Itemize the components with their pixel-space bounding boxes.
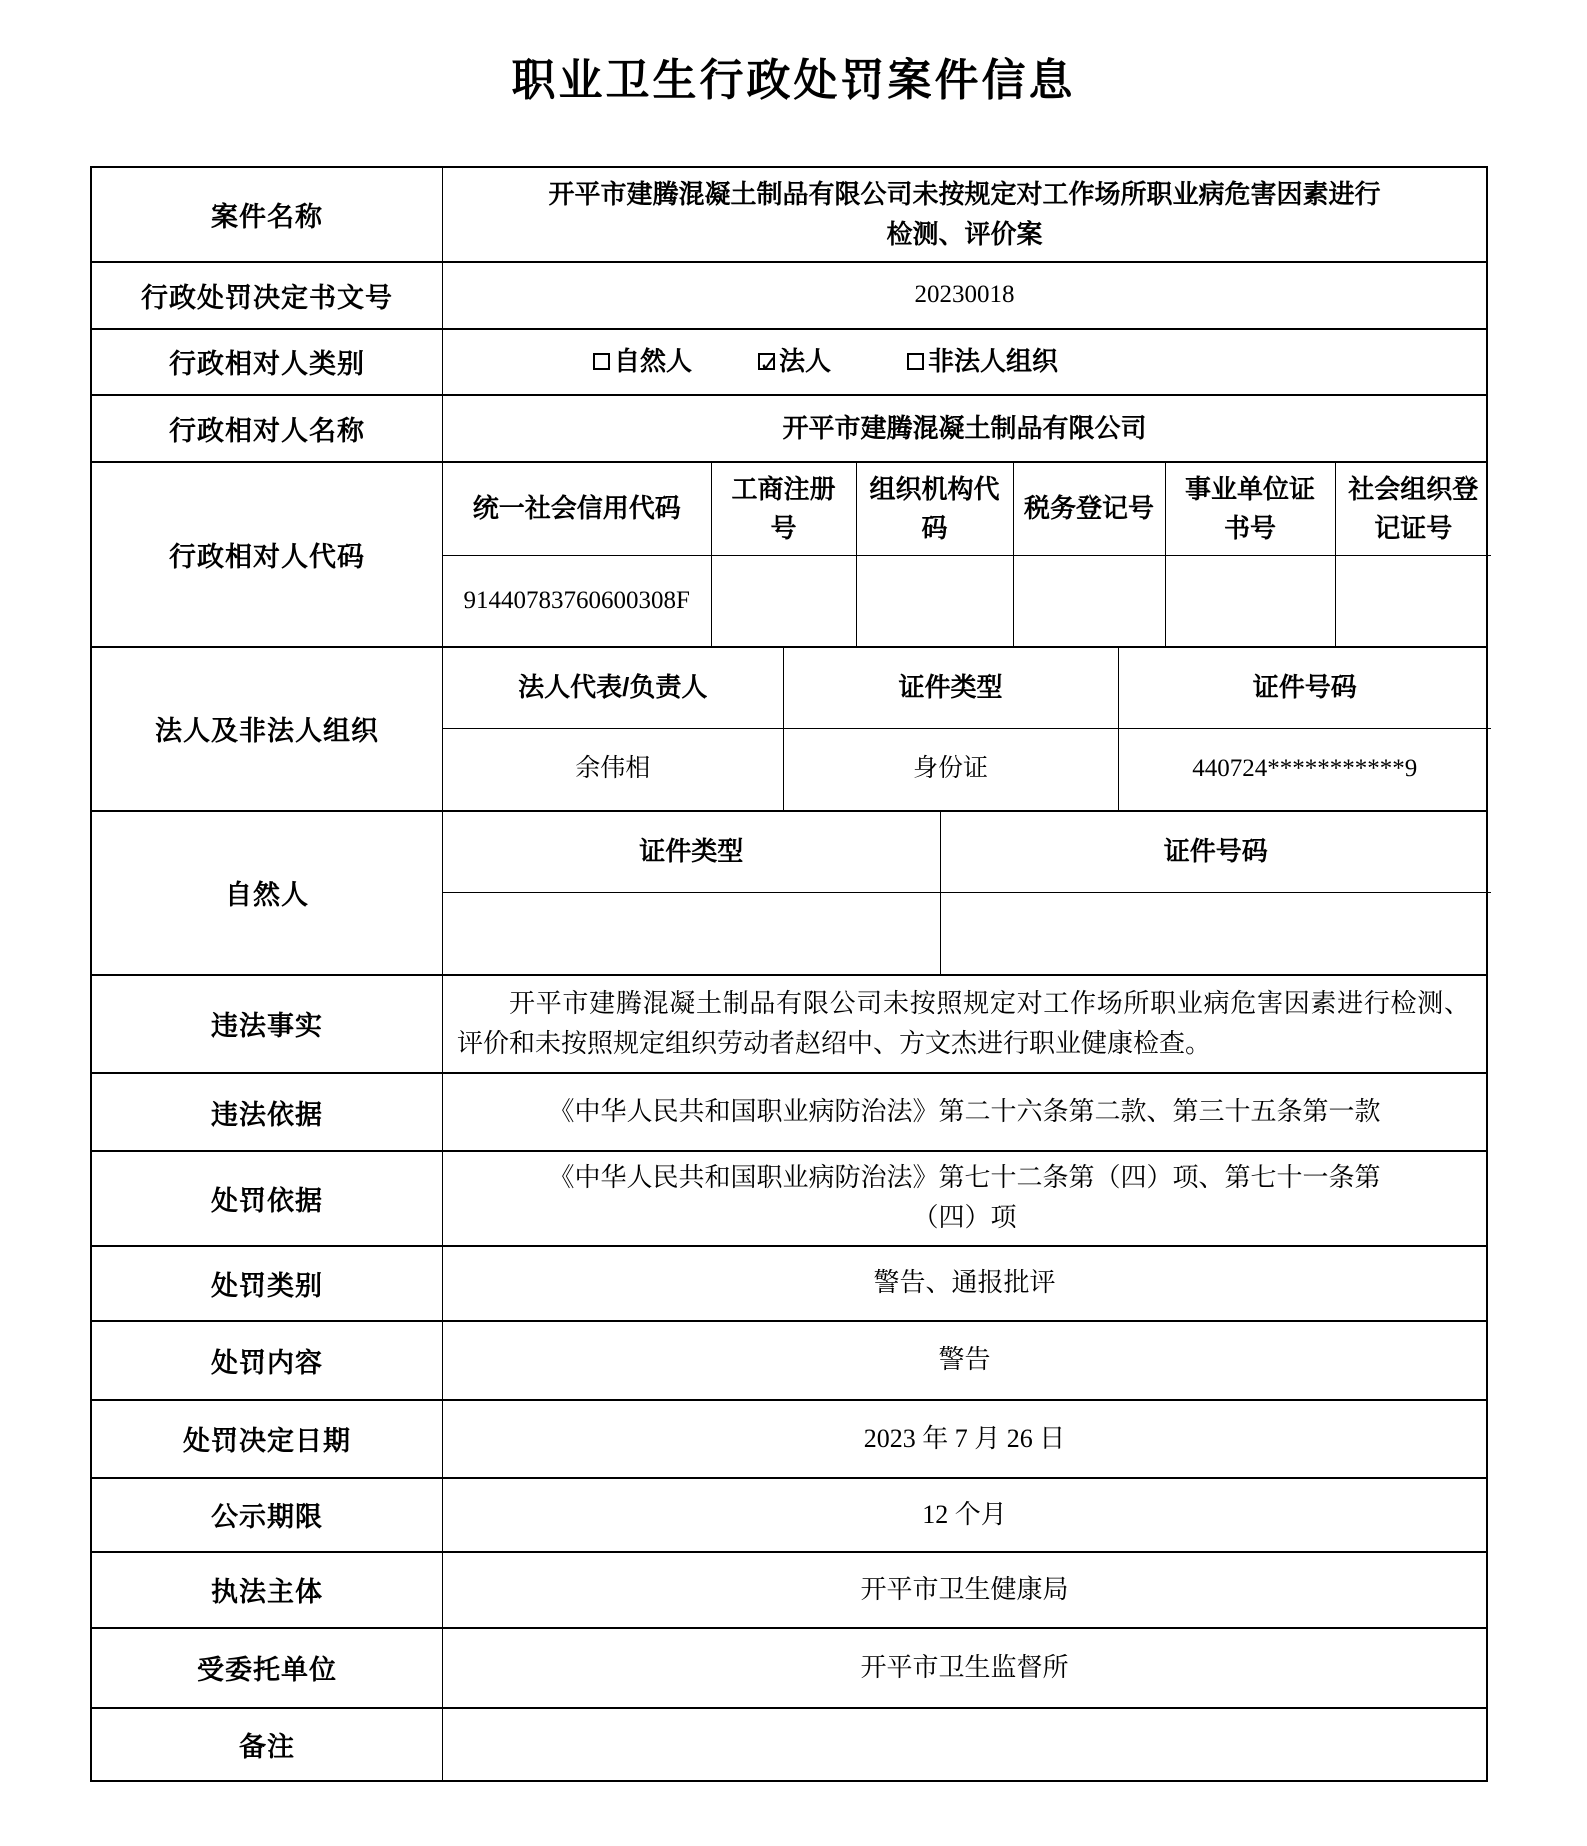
party-name-label: 行政相对人名称 <box>91 395 443 462</box>
credit-code-header: 统一社会信用代码 <box>443 463 711 556</box>
enforcement-body-value: 开平市卫生健康局 <box>443 1552 1488 1628</box>
np-id-type-value <box>443 892 940 974</box>
table-row <box>443 812 1491 893</box>
case-info-table <box>90 166 1488 1782</box>
id-type-value: 身份证 <box>783 728 1118 810</box>
penalty-content-value: 警告 <box>443 1321 1488 1400</box>
entrusted-unit-value: 开平市卫生监督所 <box>443 1628 1488 1708</box>
remarks-value <box>443 1708 1488 1781</box>
table-row <box>91 1321 1487 1400</box>
legal-rep-header: 法人代表/负责人 <box>443 648 783 729</box>
party-name-value: 开平市建腾混凝土制品有限公司 <box>443 395 1488 462</box>
table-row <box>91 1246 1487 1321</box>
legal-rep-value: 余伟相 <box>443 728 783 810</box>
table-row <box>91 262 1487 329</box>
penalty-basis-label: 处罚依据 <box>91 1151 443 1246</box>
natural-person-subtable <box>443 812 1491 974</box>
checkbox-unchecked-icon <box>907 353 924 370</box>
illegal-fact-label: 违法事实 <box>91 975 443 1074</box>
legal-entity-label: 法人及非法人组织 <box>91 647 443 811</box>
party-type-option-unincorporated-org <box>907 341 1058 381</box>
business-reg-no-value <box>711 555 856 646</box>
party-codes-label: 行政相对人代码 <box>91 462 443 647</box>
table-row <box>91 1708 1487 1781</box>
table-row <box>91 167 1487 262</box>
publicity-period-label: 公示期限 <box>91 1478 443 1552</box>
table-row <box>91 329 1487 395</box>
party-codes-subtable-cell <box>443 462 1488 647</box>
enforcement-body-label: 执法主体 <box>91 1552 443 1628</box>
id-number-value: 440724***********9 <box>1118 728 1491 810</box>
table-row <box>91 1478 1487 1552</box>
decision-doc-no-label: 行政处罚决定书文号 <box>91 262 443 329</box>
social-org-cert-no-value <box>1335 555 1491 646</box>
illegal-fact-value: 开平市建腾混凝土制品有限公司未按照规定对工作场所职业病危害因素进行检测、评价和未按照规定组织劳动者赵绍中、方文杰进行职业健康检查。 <box>443 975 1488 1074</box>
social-org-cert-no-header: 社会组织登记证号 <box>1335 463 1491 556</box>
id-number-header: 证件号码 <box>1118 648 1491 729</box>
decision-doc-no-value: 20230018 <box>443 262 1488 329</box>
table-row <box>91 1628 1487 1708</box>
party-type-option-label: 非法人组织 <box>928 346 1059 377</box>
np-id-number-value <box>940 892 1491 974</box>
tax-reg-no-value <box>1013 555 1165 646</box>
table-row <box>91 1552 1487 1628</box>
publicity-period-value: 12 个月 <box>443 1478 1488 1552</box>
party-type-option-label: 法人 <box>779 346 832 377</box>
penalty-type-label: 处罚类别 <box>91 1246 443 1321</box>
party-codes-subtable <box>443 463 1491 646</box>
tax-reg-no-header: 税务登记号 <box>1013 463 1165 556</box>
party-type-option-legal-person <box>758 341 831 381</box>
party-type-options <box>443 341 1486 381</box>
remarks-label: 备注 <box>91 1708 443 1781</box>
party-type-option-label: 自然人 <box>614 346 693 377</box>
penalty-date-label: 处罚决定日期 <box>91 1400 443 1478</box>
table-row <box>91 811 1487 975</box>
penalty-basis-value: 《中华人民共和国职业病防治法》第七十二条第（四）项、第七十一条第（四）项 <box>443 1151 1488 1246</box>
case-name-label: 案件名称 <box>91 167 443 262</box>
table-row <box>91 1073 1487 1151</box>
table-row <box>443 892 1491 974</box>
legal-entity-subtable <box>443 648 1491 810</box>
table-row <box>91 1151 1487 1246</box>
entrusted-unit-label: 受委托单位 <box>91 1628 443 1708</box>
page-title: 职业卫生行政处罚案件信息 <box>511 56 1076 105</box>
penalty-date-value: 2023 年 7 月 26 日 <box>443 1400 1488 1478</box>
party-type-value <box>443 329 1488 395</box>
checkbox-checked-icon <box>758 353 775 370</box>
illegal-basis-value: 《中华人民共和国职业病防治法》第二十六条第二款、第三十五条第一款 <box>443 1073 1488 1151</box>
table-row <box>443 648 1491 729</box>
np-id-number-header: 证件号码 <box>940 812 1491 893</box>
penalty-type-value: 警告、通报批评 <box>443 1246 1488 1321</box>
table-row <box>91 975 1487 1074</box>
illegal-basis-label: 违法依据 <box>91 1073 443 1151</box>
credit-code-value: 91440783760600308F <box>443 555 711 646</box>
institution-cert-no-header: 事业单位证书号 <box>1165 463 1335 556</box>
org-code-header: 组织机构代码 <box>856 463 1013 556</box>
table-row <box>91 647 1487 811</box>
legal-entity-subtable-cell <box>443 647 1488 811</box>
business-reg-no-header: 工商注册号 <box>711 463 856 556</box>
np-id-type-header: 证件类型 <box>443 812 940 893</box>
id-type-header: 证件类型 <box>783 648 1118 729</box>
institution-cert-no-value <box>1165 555 1335 646</box>
party-type-option-natural-person <box>593 341 692 381</box>
natural-person-subtable-cell <box>443 811 1488 975</box>
org-code-value <box>856 555 1013 646</box>
natural-person-label: 自然人 <box>91 811 443 975</box>
table-row <box>443 555 1491 646</box>
table-row <box>443 463 1491 556</box>
table-row <box>443 728 1491 810</box>
table-row <box>91 395 1487 462</box>
table-row <box>91 462 1487 647</box>
checkbox-unchecked-icon <box>593 353 610 370</box>
table-row <box>91 1400 1487 1478</box>
penalty-content-label: 处罚内容 <box>91 1321 443 1400</box>
party-type-label: 行政相对人类别 <box>91 329 443 395</box>
case-name-value: 开平市建腾混凝土制品有限公司未按规定对工作场所职业病危害因素进行检测、评价案 <box>443 167 1488 262</box>
